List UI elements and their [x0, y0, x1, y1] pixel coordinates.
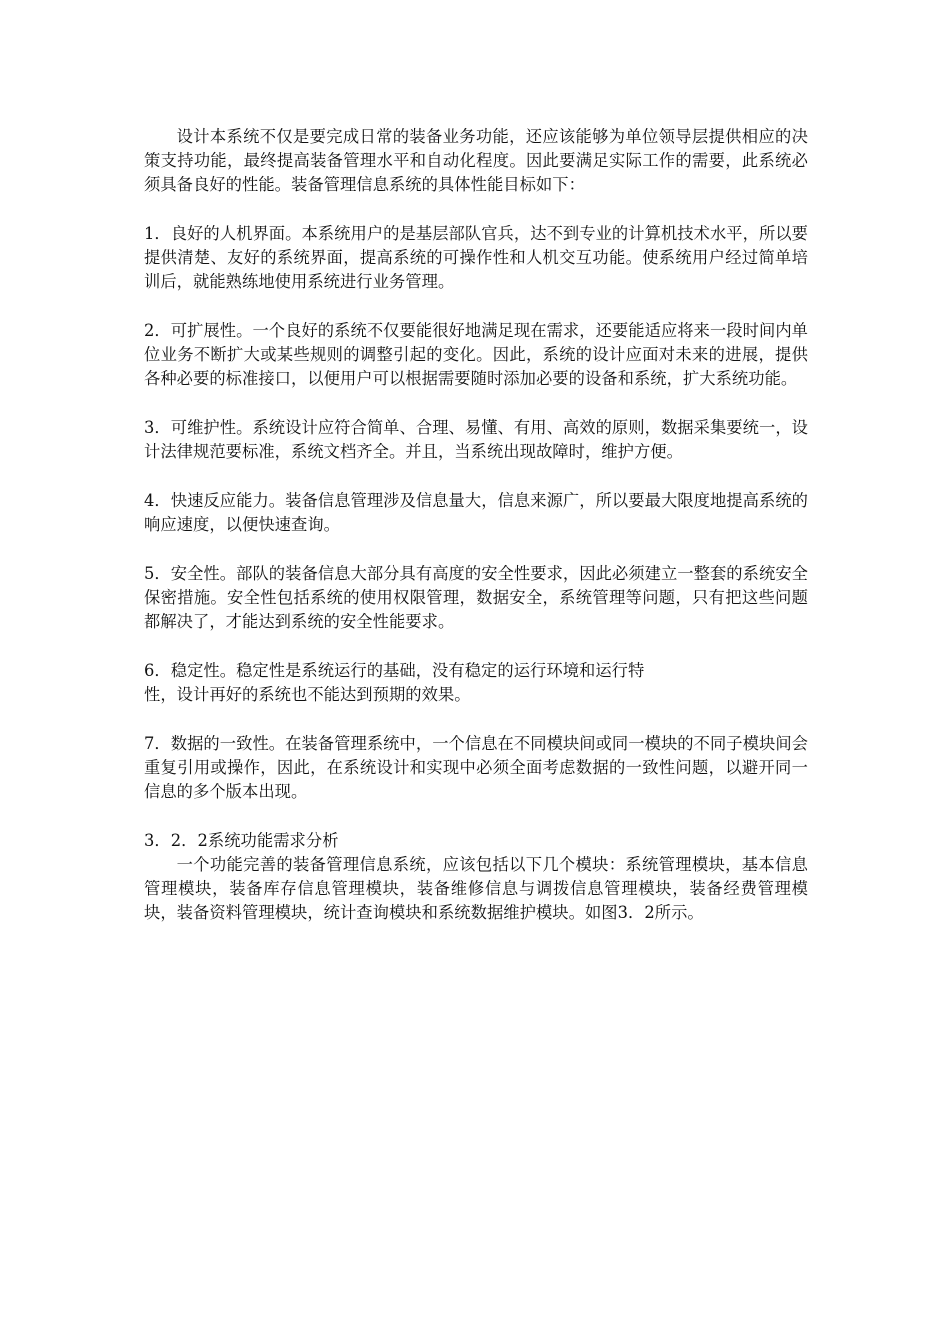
paragraph-gap	[144, 464, 808, 489]
item-paragraph-5: 5．安全性。部队的装备信息大部分具有高度的安全性要求，因此必须建立一整套的系统安全保密措施。安全性包括系统的使用权限管理，数据安全，系统管理等问题，只有把这些问题都解决了，才能达到系统的安全性能要求。	[144, 564, 808, 631]
item-paragraph-6-line-2: 性，设计再好的系统也不能达到预期的效果。	[144, 685, 471, 704]
paragraph-gap	[144, 634, 808, 659]
item-paragraph-7: 7．数据的一致性。在装备管理系统中，一个信息在不同模块间或同一模块的不同子模块间会重复引用或操作，因此，在系统设计和实现中必须全面考虑数据的一致性问题，以避开同一信息的多个版本出现。	[144, 734, 808, 801]
paragraph-gap	[144, 537, 808, 562]
paragraph-gap	[144, 707, 808, 732]
item-paragraph-6-line-1: 6．稳定性。稳定性是系统运行的基础，没有稳定的运行环境和运行特	[144, 661, 645, 680]
paragraph-gap	[144, 197, 808, 222]
intro-paragraph: 设计本系统不仅是要完成日常的装备业务功能，还应该能够为单位领导层提供相应的决策支持功能，最终提高装备管理水平和自动化程度。因此要满足实际工作的需要，此系统必须具备良好的性能。装备管理信息系统的具体性能目标如下：	[144, 127, 808, 194]
document-body	[144, 125, 808, 925]
section-body-paragraph: 一个功能完善的装备管理信息系统，应该包括以下几个模块：系统管理模块，基本信息管理模块，装备库存信息管理模块，装备维修信息与调拨信息管理模块，装备经费管理模块，装备资料管理模块，统计查询模块和系统数据维护模块。如图3．2所示。	[144, 855, 808, 922]
paragraph-gap	[144, 294, 808, 319]
item-paragraph-3: 3．可维护性。系统设计应符合简单、合理、易懂、有用、高效的原则，数据采集要统一，设计法律规范要标准，系统文档齐全。并且，当系统出现故障时，维护方便。	[144, 418, 808, 461]
section-heading: 3．2．2系统功能需求分析	[144, 831, 339, 850]
paragraph-gap	[144, 391, 808, 416]
item-paragraph-4: 4．快速反应能力。装备信息管理涉及信息量大，信息来源广，所以要最大限度地提高系统的响应速度，以便快速查询。	[144, 491, 808, 534]
item-paragraph-1: 1．良好的人机界面。本系统用户的是基层部队官兵，达不到专业的计算机技术水平，所以要提供清楚、友好的系统界面，提高系统的可操作性和人机交互功能。使系统用户经过简单培训后，就能熟练地使用系统进行业务管理。	[144, 224, 808, 291]
item-paragraph-2: 2．可扩展性。一个良好的系统不仅要能很好地满足现在需求，还要能适应将来一段时间内单位业务不断扩大或某些规则的调整引起的变化。因此，系统的设计应面对未来的进展，提供各种必要的标准接口，以便用户可以根据需要随时添加必要的设备和系统，扩大系统功能。	[144, 321, 808, 388]
paragraph-gap	[144, 804, 808, 829]
